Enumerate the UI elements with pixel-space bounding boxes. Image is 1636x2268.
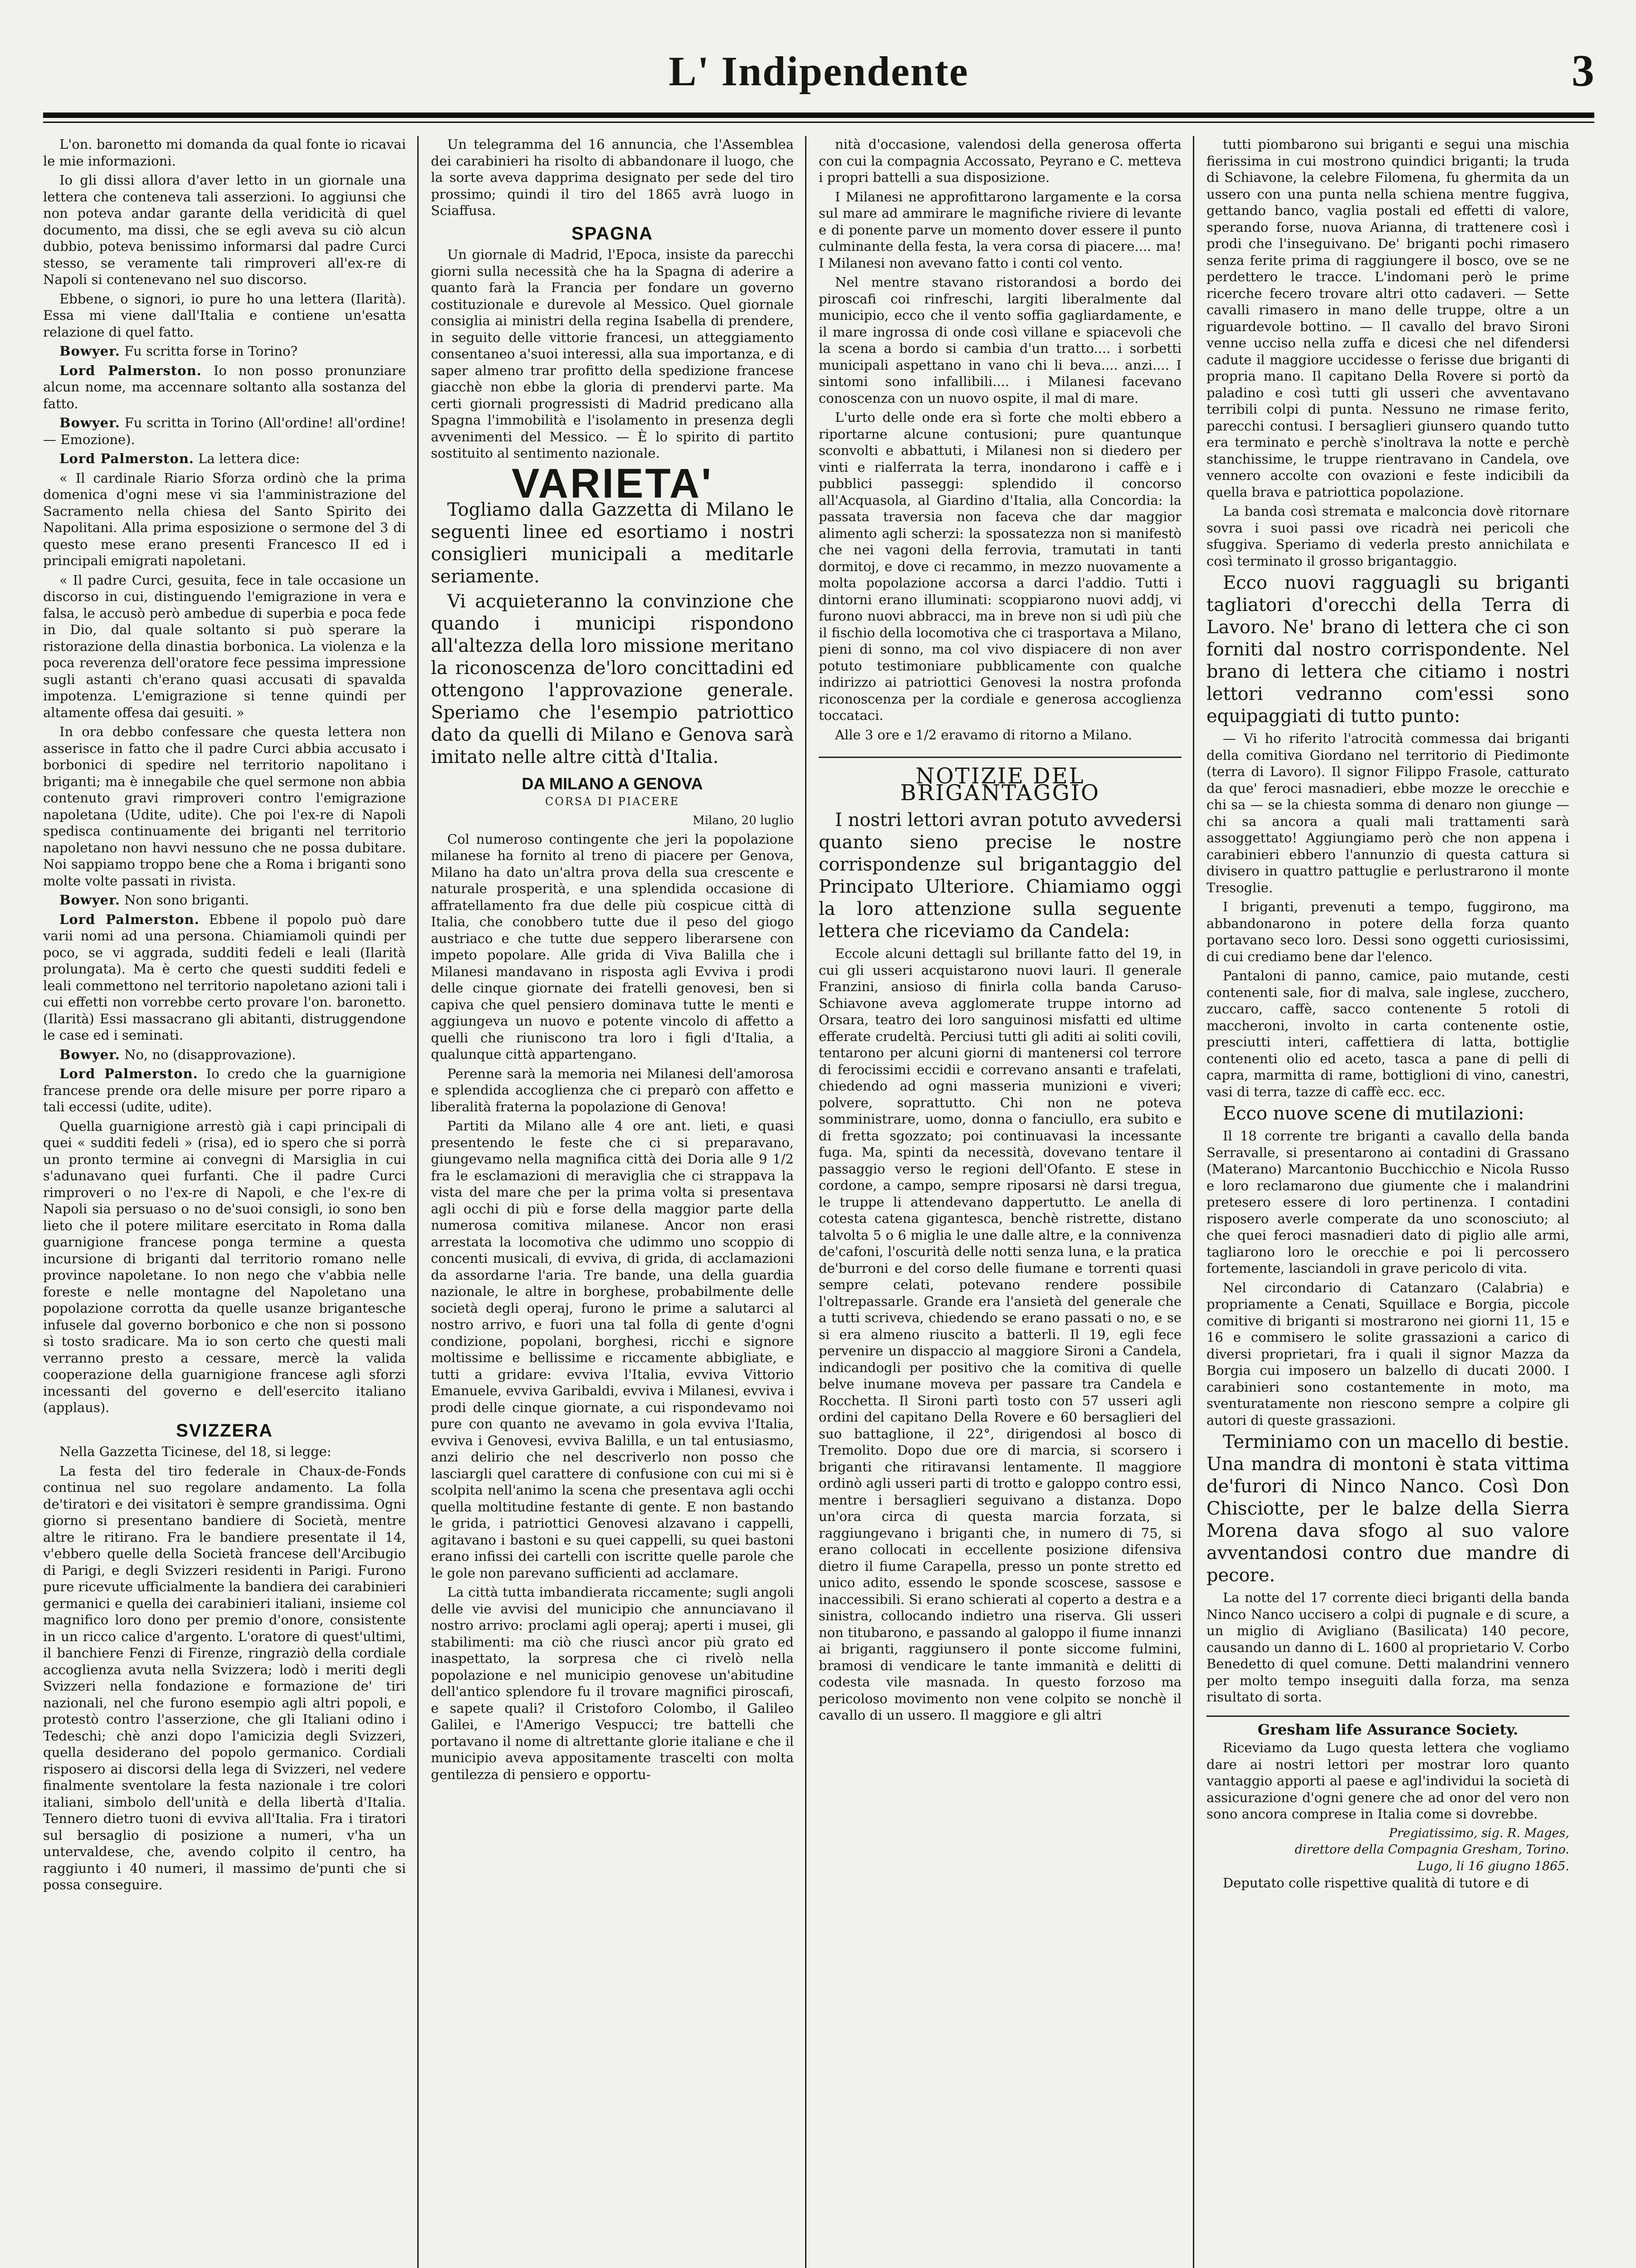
speaker-name: Lord Palmerston. bbox=[59, 362, 202, 378]
column-1 bbox=[43, 136, 406, 2268]
letter-date: Lugo, li 16 giugno 1865. bbox=[1417, 1859, 1569, 1873]
paragraph: I nostri lettori avran potuto avvedersi quanto sieno precise le nostre corrispondenze sul brigantaggio del Principato Ulteriore. Chiamiamo oggi la loro attenzione sulla seguente lettera che riceviamo da Candela: bbox=[819, 810, 1182, 942]
paragraph: Nella Gazzetta Ticinese, del 18, si legge: bbox=[59, 1444, 332, 1459]
paragraph: La banda così stremata e malconcia dovè ritornare sovra i suoi passi ove ricadrà nei pericoli che sfuggiva. Speriamo di vederla presto annichilata e così terminato il grosso brigantaggio. bbox=[1206, 503, 1569, 569]
paragraph: Terminiamo con un macello di bestie. Una mandra di montoni è stata vittima de'furori di Ninco Nanco. Così Don Chisciotte, per le balze della Sierra Morena dava sfogo al suo valore avventandosi contro due mandre di pecore. bbox=[1206, 1432, 1569, 1586]
paragraph: Nel mentre stavano ristorandosi a bordo dei piroscafi coi rinfreschi, largiti liberalmente dal municipio, ecco che il vento soffia gagliardamente, e il mare ingrossa di onde così villane e spiacevoli che la scena a bordo si cambia d'un tratto.... i sorbetti municipali aspettano in vano chi li beva.... anzi.... I sintomi sono infallibili.... i Milanesi facevano conoscenza con un nuovo ospite, il mal di mare. bbox=[819, 274, 1182, 406]
section-heading-gresham: Gresham life Assurance Society. bbox=[1206, 1716, 1569, 1738]
speech-text: Fu scritta forse in Torino? bbox=[124, 343, 298, 359]
paragraph: Partiti da Milano alle 4 ore ant. lieti, e quasi presentendo le feste che ci si preparavano, giungevamo nella magnifica città dei Doria alle 9 1/2 fra le esclamazioni di meraviglia che ci strappava la vista del mare che per la prima volta si presentava agli occhi di più e forse della maggior parte della numerosa comitiva milanese. Ancor non erasi arrestata la locomotiva che udimmo uno scoppio di concenti musicali, di evviva, di grida, di acclamazioni da assordarne l'aria. Tre bande, una della guardia nazionale, le altre in borghese, probabilmente delle società degli operaj, furono le prime a salutarci al nostro arrivo, e fuori una tal folla di gente d'ogni condizione, popolani, borghesi, ricchi e signore moltissime e bellissime e riccamente abbigliate, e tutti a gridare: evviva l'Italia, evviva Vittorio Emanuele, evviva Garibaldi, evviva i Milanesi, evviva i prodi delle cinque giornate, a cui rispondevamo noi pure con quanto ne avevamo in gola evviva l'Italia, evviva i Genovesi, evviva Balilla, e un tal entusiasmo, anzi delirio che nel descriverlo non posso che lasciargli quel carattere di confusione con cui mi si è scolpita nell'animo la scena che presentava agli occhi quella moltitudine festante di gente. E non bastando le grida, i patriottici Genovesi alzavano i cappelli, agitavano i bastoni e su quei cappelli, su quei bastoni erano infissi dei cartelli con iscritte quelle parole che le gole non parevano sufficienti ad acclamare. bbox=[431, 1118, 794, 1581]
paragraph: tutti piombarono sui briganti e segui una mischia fierissima in cui mostrono quindici briganti; la truda di Schiavone, la celebre Filomena, fu ghermita da un ussero con una punta nella schiena mentre fuggiva, gettando banco, vaglia postali ed effetti di valore, sperando forse, nuova Arianna, di trattenere così i prodi che l'inseguivano. De' briganti pochi rimasero senza ferite prima di raggiungere il bosco, ove se ne perdettero le tracce. L'indomani però le prime ricerche fecero trovare altri otto cadaveri. — Sette cavalli rimasero in mano delle truppe, oltre a un riguardevole bottino. — Il cavallo del bravo Sironi venne ucciso nella zuffa e dicesi che nel difendersi cadute il maggiore uccidesse o ferisse due briganti di propria mano. Il capitano Della Rovere si portò da paladino e così tutti gli usseri che avventavano terribili colpi di punta. Nessuno ne rimase ferito, parecchi contusi. I bersaglieri giunsero quando tutto era terminato e perchè s'inoltrava la notte e perchè stanchissime, le truppe rientravano in Candela, ove vennero accolte con ovazioni e feste indicibili da quella brava e patriottica popolazione. bbox=[1206, 137, 1569, 500]
column-divider bbox=[805, 136, 806, 2268]
paragraph: Alle 3 ore e 1/2 eravamo di ritorno a Milano. bbox=[835, 727, 1133, 743]
dialogue-line bbox=[43, 343, 406, 360]
paragraph: La città tutta imbandierata riccamente; sugli angoli delle vie avvisi del municipio che annunciavano il nostro arrivo: proclami agli operaj; aperti i musei, gli stabilimenti: ma ciò che riuscì ancor più grato ed inaspettato, la sorpresa che ci rivelò nella popolazione e nel municipio genovese un'abitudine dell'antico splendore fu il trovare magnifici piroscafi, e sapete quali? il Cristoforo Colombo, il Galileo Galilei, e l'Amerigo Vespucci; tre battelli che portavano il nome di altrettante glorie italiane e che il municipio aveva appositamente trascelti con molta gentilezza di pensiero e opportu- bbox=[431, 1584, 794, 1782]
section-heading-svizzera: SVIZZERA bbox=[176, 1420, 273, 1441]
section-heading-varieta: VARIETA' bbox=[511, 460, 713, 507]
paragraph: Un telegramma del 16 annuncia, che l'Assemblea dei carabinieri ha risolto di abbandonare il luogo, che la sorte aveva dapprima designato per sede del tiro prossimo; quindi il tiro del 1865 avrà luogo in Sciaffusa. bbox=[431, 137, 794, 218]
section-heading-brigantaggio: NOTIZIE DEL BRIGANTAGGIO bbox=[819, 757, 1182, 801]
letter-salutation: Pregiatissimo, sig. R. Mages, bbox=[1389, 1826, 1569, 1840]
paragraph: Col numeroso contingente che jeri la popolazione milanese ha fornito al treno di piacere per Genova, Milano ha dato un'altra prova della sua crescente e naturale prosperità, e una splendida occasione di affratellamento fra due delle più cospicue città di Italia, che conobbero tutte due il peso del giogo austriaco e che tutte due seppero liberarsene con impeto popolare. Alle grida di Viva Balilla che i Milanesi mandavano in risposta agli Evviva i prodi delle cinque giornate dei fratelli genovesi, ben si capiva che quel pensiero dominava tutte le menti e aggiungeva un nuovo e potente vincolo di affetto a quelli che riuniscono tra loro i figli d'Italia, a qualunque città appartengano. bbox=[431, 831, 794, 1062]
paragraph: Pantaloni di panno, camice, paio mutande, cesti contenenti sale, fior di malva, sale inglese, zucchero, zuccaro, caffè, sacco contenente 5 rotoli di maccheroni, involto in carta contenente ostie, presciutti interi, caffettiera di latta, bottiglie contenenti olio ed aceto, tasca a pane di pelli di capra, marmitta di rame, bottiglioni di vino, canestri, vasi di terra, tazze di caffè ecc. ecc. bbox=[1206, 968, 1569, 1100]
paragraph: Ecco nuove scene di mutilazioni: bbox=[1223, 1103, 1524, 1124]
dialogue-line bbox=[43, 892, 406, 909]
speaker-name: Bowyer. bbox=[59, 1046, 120, 1062]
dialogue-line bbox=[43, 1066, 406, 1115]
paragraph: Quella guarnigione arrestò già i capi principali di quei « sudditi fedeli » (risa), ed io spero che si porrà un pronto termine ai convegni di Marsiglia in cui s'adunavano quei furfanti. Che il padre Curci rimproveri o no l'ex-re di Napoli, e che l'ex-re di Napoli sia persuaso o no de'suoi consigli, io sono ben lieto che il potere militare esercitato in Roma dalla guarnigione francese ponga termine a questa incursione di briganti dal territorio romano nelle province napoletane. Io non nego che v'abbia nelle foreste e nelle montagne del Napoletano una popolazione corrotta da quelle usanze brigantesche infusele dal governo borbonico e che non si possono sì tosto sradicare. Ma io son certo che questi mali verranno presto a cessare, mercè la valida cooperazione della guarnigione francese agli sforzi incessanti del governo e dell'esercito italiano (applaus). bbox=[43, 1118, 406, 1415]
paragraph: Ecco nuovi ragguagli su briganti tagliatori d'orecchi della Terra di Lavoro. Ne' brano di lettera che ci son forniti dal nostro corrispondente. Nel brano di lettera che citiamo i nostri lettori vedranno com'essi sono equipaggiati di tutto punto: bbox=[1206, 572, 1569, 727]
paragraph: nità d'occasione, valendosi della generosa offerta con cui la compagnia Accossato, Peyrano e C. metteva i propri battelli a sua disposizione. bbox=[819, 137, 1182, 185]
column-2 bbox=[431, 136, 794, 2268]
page-number: 3 bbox=[1572, 45, 1594, 96]
dialogue-line bbox=[43, 1046, 406, 1063]
paragraph: Togliamo dalla Gazzetta di Milano le seguenti linee ed esortiamo i nostri consiglieri municipali a meditarle seriamente. bbox=[431, 499, 794, 587]
article-heading-milano-genova: DA MILANO A GENOVA bbox=[522, 774, 703, 793]
column-divider bbox=[417, 136, 419, 2268]
paragraph: I Milanesi ne approfittarono largamente e la corsa sul mare ad ammirare le magnifiche riviere di levante e di ponente parve un momento dover essere il punto culminante della festa, la vera corsa di piacere.... ma! I Milanesi non avevano fatto i conti col vento. bbox=[819, 189, 1182, 271]
paragraph: Il 18 corrente tre briganti a cavallo della banda Serravalle, si presentarono ai contadini di Grassano (Materano) Marcantonio Bucchicchio e Nicola Russo e loro reclamarono due giumente che i malandrini pretesero essere di loro pertinenza. I contadini risposero averle comperate da uno sconosciuto; al che quei feroci masnadieri dato di piglio alle armi, tagliarono loro le orecchie e poi li percossero fortemente, lasciandoli in grave pericolo di vita. bbox=[1206, 1128, 1569, 1276]
masthead bbox=[43, 36, 1594, 109]
paragraph: Un giornale di Madrid, l'Epoca, insiste da parecchi giorni sulla necessità che ha la Spagna di aderire a quanto farà la Francia per fondare un governo costituzionale e durevole al Messico. Quel giornale consiglia ai ministri della regina Isabella di prendere, in seguito delle vittorie francesi, un atteggiamento consentaneo a'suoi interessi, alla sua importanza, e di saper almeno trar profitto della spedizione francese giacchè non ebbe la gloria di prendervi parte. Ma certi giornali progressisti di Madrid predicano alla Spagna l'immobilità e l'isolamento in presenza degli avvenimenti del Messico. — È lo spirito di partito sostituito al sentimento nazionale. bbox=[431, 247, 794, 461]
letter-recipient: direttore della Compagnia Gresham, Torino. bbox=[1294, 1843, 1569, 1857]
quoted-letter: « Il padre Curci, gesuita, fece in tale occasione un discorso in cui, distinguendo l'emigrazione in vera e falsa, le accusò però ambedue di superbia e poca fede in Dio, dal quale soltanto si può sperare la ristorazione della dinastia borbonica. La violenza e la poca reverenza dell'oratore fece pessima impressione sugli astanti ch'erano quasi accusati di spavalda impotenza. L'emigrazione si tenne quindi per altamente offesa dai gesuiti. » bbox=[43, 572, 406, 720]
speech-text: Io credo che la guarnigione francese prende ora delle misure per porre riparo a tali eccessi (udite, udite). bbox=[43, 1066, 406, 1114]
column-4 bbox=[1206, 136, 1569, 2268]
speech-text: Fu scritta in Torino (All'ordine! all'ordine! — Emozione). bbox=[43, 415, 406, 447]
newspaper-title: L' Indipendente bbox=[669, 48, 969, 94]
paragraph: Deputato colle rispettive qualità di tutore e di bbox=[1223, 1875, 1529, 1891]
article-subheading: CORSA DI PIACERE bbox=[545, 795, 680, 808]
paragraph: La festa del tiro federale in Chaux-de-Fonds continua nel suo regolare andamento. La folla de'tiratori e dei visitatori è sempre grandissima. Ogni giorno si presentano bandiere di Società, mentre altre le ritirano. Fra le bandiere presentate il 14, v'ebbero quelle della Società francese dell'Arcibugio di Parigi, e degli Svizzeri residenti in Parigi. Furono pure ricevute ufficialmente la bandiera dei carabinieri germanici e quella dei carabinieri italiani, insieme col magnifico loro dono per premio d'onore, consistente in un ricco calice d'argento. L'oratore di quest'ultimi, il banchiere Fenzi di Firenze, ringraziò della cordiale accoglienza avuta nella Svizzera; lodò i meriti degli Svizzeri nella fondazione e formazione de' tiri nazionali, nel che furono esempio agli altri popoli, e protestò contro l'asserzione, che gli Italiani odino i Tedeschi; chè anzi dopo l'amicizia degli Svizzeri, quella desiderano del popolo germanico. Cordiali risposero ai discorsi della lega di Svizzeri, nel vedere finalmente sventolare la festa nazionale i tre colori italiani, simbolo dell'unità e della libertà d'Italia. Tennero dietro tuoni di evviva all'Italia. Fra i tiratori sul bersaglio di posizione a numeri, v'ha un untervaldese, che, avendo colpito il centro, ha raggiunto i 40 numeri, il massimo de'punti che si possa conseguire. bbox=[43, 1463, 406, 1892]
paragraph: I briganti, prevenuti a tempo, fuggirono, ma abbandonarono in potere della forza quanto portavano seco loro. Dessi sono oggetti curiosissimi, di cui crediamo bene dar l'elenco. bbox=[1206, 899, 1569, 964]
column-3 bbox=[819, 136, 1182, 2268]
paragraph: Nel circondario di Catanzaro (Calabria) e propriamente a Cenati, Squillace e Borgia, piccole comitive di briganti si mostrarono nei giorni 11, 15 e 16 e commisero le solite grassazioni a carico di diversi proprietari, fra i quali il signor Mazza da Borgia cui imposero un balzello di ducati 2000. I carabinieri sono costantemente in moto, ma sventuratamente non riescono sempre a colpire gli autori di queste grassazioni. bbox=[1206, 1280, 1569, 1428]
paragraph: In ora debbo confessare che questa lettera non asserisce in fatto che il padre Curci abbia accusato i borbonici di spedire nel territorio napolitano i briganti; ma è innegabile che quel sermone non abbia contenuto gravi rimproveri contro l'emigrazione napoletana (Udite, udite). Che poi l'ex-re di Napoli spedisca continuamente dei briganti nel territorio napoletano non havvi nessuno che ne possa dubitare. Noi sappiamo troppo bene che a Roma i briganti sono molte volte passati in rivista. bbox=[43, 724, 406, 889]
speech-text: No, no (disapprovazione). bbox=[124, 1046, 296, 1062]
paragraph: Perenne sarà la memoria nei Milanesi dell'amorosa e splendida accoglienza che ci preparò con affetto e liberalità fraterna la popolazione di Genova! bbox=[431, 1066, 794, 1114]
dialogue-line bbox=[43, 415, 406, 448]
header-rule-thick bbox=[43, 112, 1594, 118]
paragraph: La notte del 17 corrente dieci briganti della banda Ninco Nanco uccisero a colpi di pugnale e di scure, a un miglio di Avigliano (Basilicata) 140 pecore, causando un danno di L. 1600 al proprietario V. Corbo Benedetto di quel comune. Detti malandrini vennero per molto tempo inseguiti dalla forza, ma senza risultato di sorta. bbox=[1206, 1590, 1569, 1705]
paragraph: L'on. baronetto mi domanda da qual fonte io ricavai le mie informazioni. bbox=[43, 137, 406, 169]
speaker-name: Lord Palmerston. bbox=[59, 911, 200, 927]
paragraph: Ebbene, o signori, io pure ho una lettera (Ilarità). Essa mi viene dall'Italia e contiene un'esatta relazione di quel fatto. bbox=[43, 291, 406, 340]
paragraph: Vi acquieteranno la convinzione che quando i municipi rispondono all'altezza della loro missione meritano la riconoscenza de'loro concittadini ed ottengono l'approvazione generale. Speriamo che l'esempio patriottico dato da quelli di Milano e Genova sarà imitato nelle altre città d'Italia. bbox=[431, 591, 794, 767]
speaker-name: Lord Palmerston. bbox=[59, 451, 194, 466]
speech-text: Io non posso pronunziare alcun nome, ma accennare soltanto alla sostanza del fatto. bbox=[43, 362, 406, 411]
paragraph: Io gli dissi allora d'aver letto in un giornale una lettera che conteneva tali asserzioni. Io aggiunsi che non poteva andar garante della veridicità di quel documento, ma dissi, che se egli aveva su ciò alcun dubbio, poteva benissimo informarsi dal padre Curci stesso, se veramente tali rimproveri all'ex-re di Napoli si contenevano nel suo discorso. bbox=[43, 172, 406, 287]
paragraph: L'urto delle onde era sì forte che molti ebbero a riportarne alcune contusioni; pure quantunque sconvolti e abbattuti, i Milanesi non si diedero per vinti e rialferrata la terra, inondarono i caffè e i pubblici passeggi: splendido il concorso all'Acquasola, al Giardino d'Italia, alla Concordia: la passata traversia non faceva che dar maggior alimento agli scherzi: la spossatezza non si manifestò che nei vagoni della ferrovia, tramutati in tanti dormitoj, e dove ci recammo, in mezzo nuovamente a molta popolazione accorsa a darci l'addio. Tutti i dintorni erano illuminati: scoppiarono nuovi addj, vi furono nuovi abbracci, ma in breve non si udì più che il fischio della locomotiva che ci trasportava a Milano, pieni di sonno, ma col vivo dispiacere di non aver potuto testimoniare pubblicamente con qualche indirizzo ai patriottici Genovesi la nostra profonda riconoscenza per la cordiale e generosa accoglienza toccataci. bbox=[819, 410, 1182, 723]
speech-text: Ebbene il popolo può dare varii nomi ad una persona. Chiamiamoli quindi per poco, se vi aggrada, sudditi fedeli e leali (Ilarità prolungata). Ma è certo che questi sudditi fedeli e leali commettono nel territorio napoletano azioni tali i cui effetti non vorrebbe certo provare l'on. baronetto. (Ilarità) Essi massacrano gli abitanti, distruggendone le case ed i seminati. bbox=[43, 911, 406, 1043]
speech-text: Non sono briganti. bbox=[124, 892, 249, 908]
speaker-name: Bowyer. bbox=[59, 415, 120, 430]
speaker-name: Lord Palmerston. bbox=[59, 1066, 198, 1081]
quoted-letter: « Il cardinale Riario Sforza ordinò che la prima domenica d'ogni mese vi sia l'amministrazione del Sacramento nella chiesa del Santo Spirito dei Napolitani. Alla prima esposizione o sermone del 3 di questo mese erano presenti Francesco II ed i principali emigrati napoletani. bbox=[43, 470, 406, 568]
speaker-name: Bowyer. bbox=[59, 343, 120, 359]
header-rule-thin bbox=[43, 122, 1594, 123]
dateline: Milano, 20 luglio bbox=[692, 814, 794, 827]
dialogue-line bbox=[43, 911, 406, 1044]
paragraph: — Vi ho riferito l'atrocità commessa dai briganti della comitiva Giordano nel territorio di Piedimonte (terra di Lavoro). Il signor Filippo Frasole, catturato da que' feroci masnadieri, ebbe mozze le orecchie e chi sa — se la chiesta somma di denaro non giunge — chi sa ancora a quali mali trattamenti sarà assoggettato! Aggiungiamo però che non appena i carabinieri ebbero l'annunzio di questa cattura si divisero in quattro pattuglie e perlustrarono il monte Tresoglie. bbox=[1206, 731, 1569, 895]
paragraph: Riceviamo da Lugo questa lettera che vogliamo dare ai nostri lettori per mostrar loro quanto vantaggio apporti al paese e agl'individui la società di assicurazione d'ogni genere che ad onor del vero non sono ancora comprese in Italia come si dovrebbe. bbox=[1206, 1740, 1569, 1822]
dialogue-line bbox=[43, 362, 406, 412]
section-heading-spagna: SPAGNA bbox=[571, 223, 654, 244]
column-divider bbox=[1193, 136, 1194, 2268]
paragraph: Eccole alcuni dettagli sul brillante fatto del 19, in cui gli usseri acquistarono nuovi lauri. Il generale Franzini, ansioso di finirla colla banda Caruso-Schiavone aveva agglomerate truppe intorno ad Orsara, teatro dei loro sanguinosi misfatti ed ultime efferate crudeltà. Perciusi tutti gli aditi ai soliti covili, tentarono per alcuni giorni di mantenersi col terrore di ferocissimi eccidii e correvano ansanti e trafelati, chiedendo ad ogni masseria munizioni e viveri; polvere, soprattutto. Chi non ne poteva somministrare, uomo, donna o fanciullo, era subito e di fretta sgozzato; poi continuavasi la incessante fuga. Ma, spinti da necessità, dovevano tentare il passaggio verso le regioni dell'Ofanto. E stese in cordone, a campo, sempre riposarsi nè darsi tregua, le truppe li attendevano dappertutto. Le anella di cotesta catena gigantesca, benchè ristrette, distano talvolta 5 o 6 miglia le une dalle altre, e la connivenza de'cafoni, l'oscurità delle notti senza luna, e la pratica de'burroni e del corso delle fiumane e torrenti quasi sempre celati, potevano rendere possibile l'oltrepassarle. Grande era l'ansietà del generale che a tutti scriveva, chiedendo se erano passati o no, e se si era almeno riuscito a batterli. Il 19, egli fece pervenire un dispaccio al maggiore Sironi a Candela, indicandogli per positivo che la comitiva di quelle belve inumane moveva per passare tra Candela e Rocchetta. Il Sironi partì tosto con 57 usseri agli ordini del capitano Della Rovere e 60 bersaglieri del suo battaglione, il 22°, dirigendosi al bosco di Tremolito. Dopo due ore di marcia, si scorsero i briganti che ritiravansi lentamente. Il maggiore ordinò agli usseri parti di trotto e galoppo contro essi, mentre i bersaglieri seguivano a distanza. Dopo un'ora circa di questa marcia forzata, si raggiungevano i briganti che, in numero di 75, si erano collocati in eccellente posizione difensiva dietro il fiume Carapella, presso un ponte stretto ed unico adito, essendo le sponde scoscese, sassose e inaccessibili. Si erano schierati al coperto a destra e a sinistra, collocando indietro una riserva. Gli usseri non titubarono, e passando al galoppo il fiume innanzi ai briganti, raggiunsero il ponte siccome fulmini, bramosi di vendicare le tante immanità e delitti di codesta vile masnada. In questo forzoso ma pericoloso movimento non vene colpito se nonchè il cavallo di un ussero. Il maggiore e gli altri bbox=[819, 946, 1182, 1723]
speaker-name: Bowyer. bbox=[59, 892, 120, 908]
speech-text: La lettera dice: bbox=[198, 451, 300, 466]
dialogue-line bbox=[43, 450, 406, 467]
